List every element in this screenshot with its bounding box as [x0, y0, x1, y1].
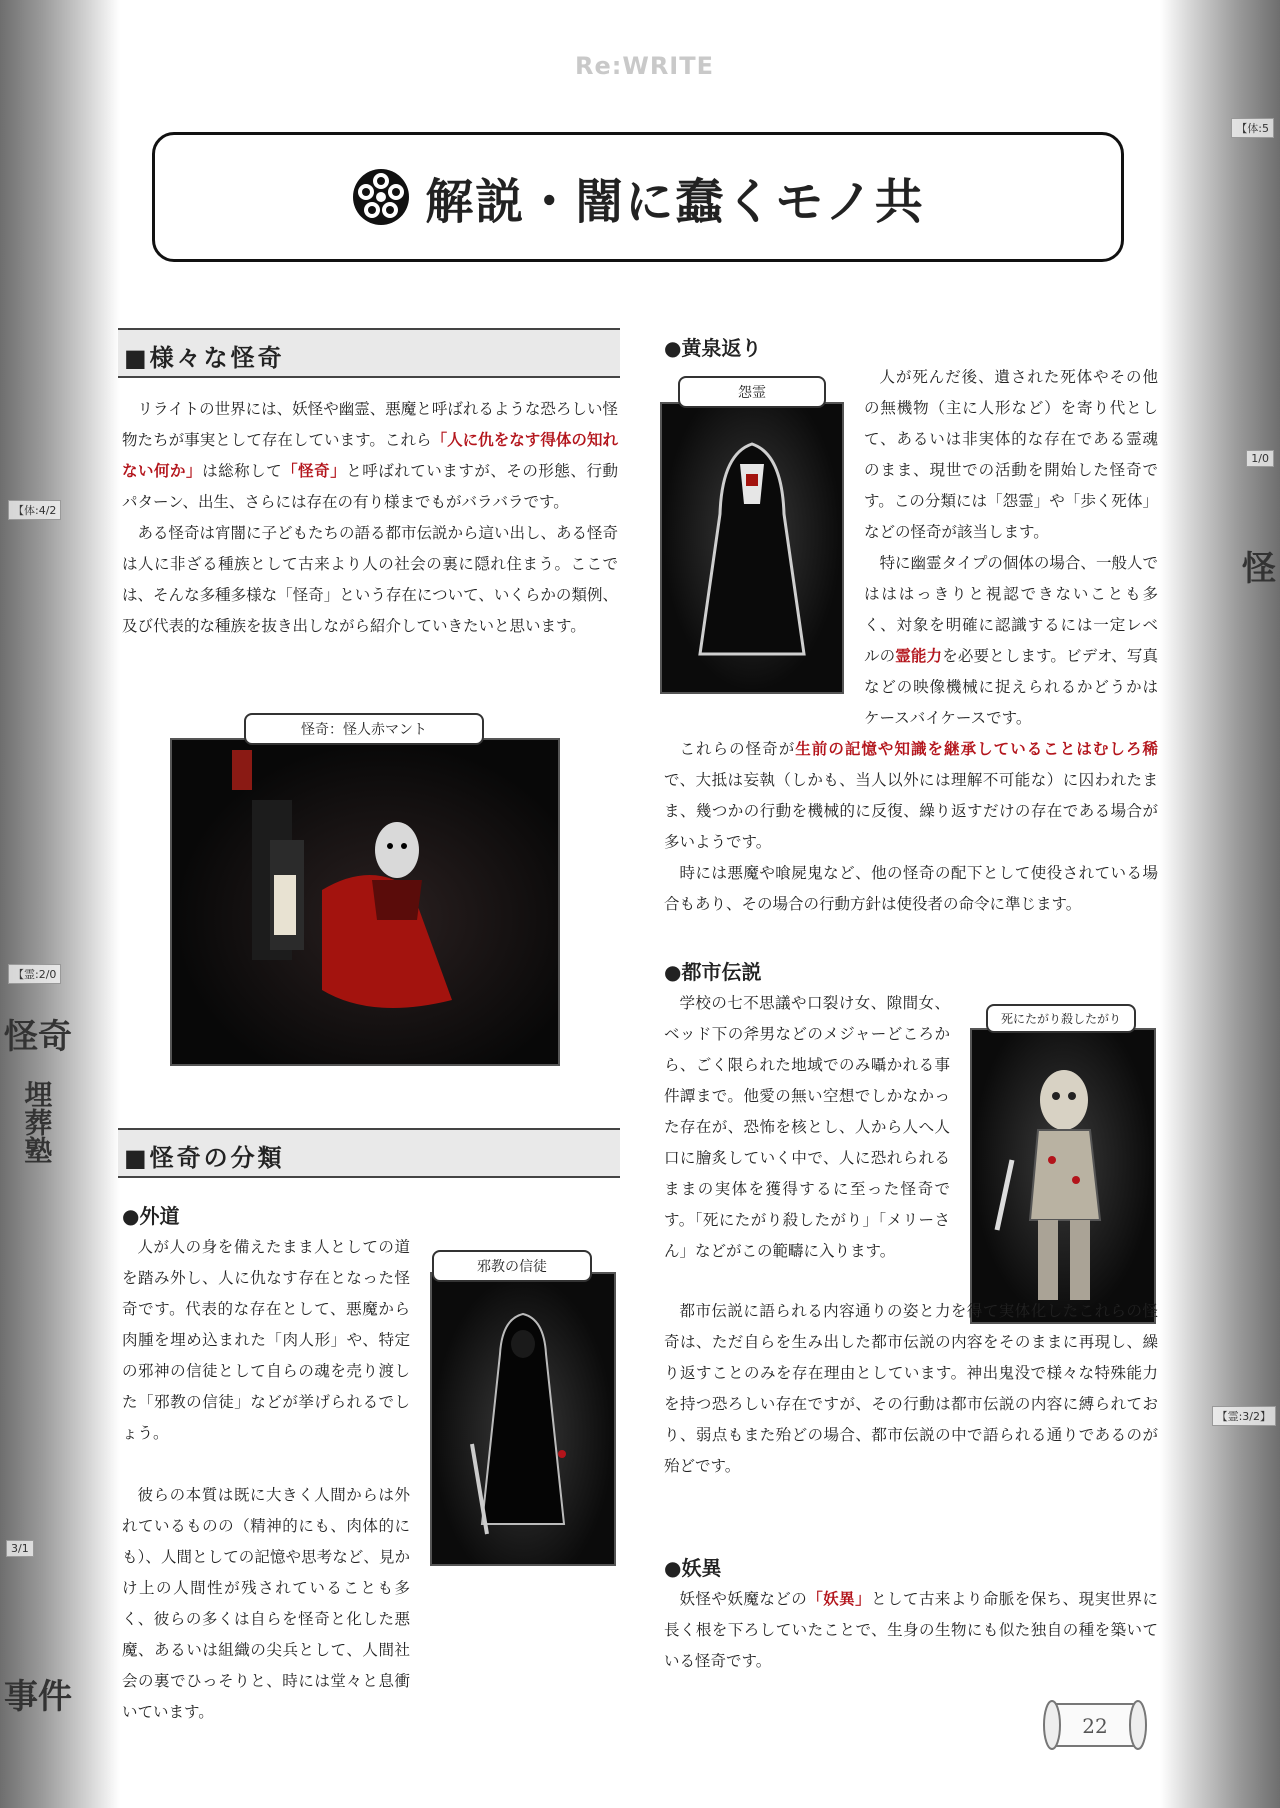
margin-fragment: 1/0 [1246, 450, 1274, 467]
flower-emblem-icon [351, 167, 411, 227]
hooded-cultist-figure-icon [432, 1274, 614, 1564]
akamanto-figure-icon [172, 740, 558, 1064]
page-title-box [152, 132, 1124, 262]
section-heading-variety: ■様々な怪奇 [118, 328, 620, 378]
margin-fragment: 【体:4/2 [8, 500, 61, 520]
gedo-body [122, 1232, 410, 1449]
variety-body [122, 394, 618, 642]
margin-fragment: 3/1 [6, 1540, 34, 1557]
yomi-paragraph-4: 時には悪魔や喰屍鬼など、他の怪奇の配下として使役されている場合もあり、その場合の行動方針は使役者の命令に準じます。 [664, 864, 1158, 913]
shinitagari-illustration [970, 1028, 1156, 1324]
margin-fragment: 怪 [1242, 549, 1276, 589]
yomi-title: ●黄泉返り [664, 336, 762, 360]
gedo-title: ●外道 [122, 1204, 180, 1228]
variety-paragraph-1 [122, 394, 618, 518]
page-title [351, 163, 925, 232]
akamanto-caption: 怪奇：怪人赤マント [244, 713, 484, 745]
margin-fragment: 事件 [4, 1677, 72, 1717]
jakyo-illustration [430, 1272, 616, 1566]
brand-logo: Re:WRITE [575, 52, 715, 80]
left-margin-art [0, 0, 120, 1808]
section-heading-classification: ■怪奇の分類 [118, 1128, 620, 1178]
text-run: 妖怪や妖魔などの [679, 1590, 808, 1608]
variety-paragraph-2: ある怪奇は宵闇に子どもたちの語る都市伝説から這い出し、ある怪奇は人に非ざる種族として古来より人の社会の裏に隠れ住まう。ここでは、そんな多種多様な「怪奇」という存在について、いくらかの類例、及び代表的な種族を抜き出しながら紹介していきたいと思います。 [122, 524, 619, 635]
text-run: を必要とします。ビデオ、写真などの映像機械に捉えられるかどうかはケースバイケースです。 [864, 647, 1158, 727]
margin-fragment: 埋葬塾 [20, 1080, 54, 1164]
stitched-doll-figure-icon [972, 1030, 1154, 1322]
yomi-paragraph-1: 人が死んだ後、遺された死体やその他の無機物（主に人形など）を寄り代として、あるいは非実体的な存在である霊魂のまま、現世での活動を開始した怪奇です。この分類には「怨霊」や「歩く死体」などの怪奇が該当します。 [864, 368, 1158, 541]
yomi-body-2 [664, 734, 1158, 920]
toshi-paragraph-1: 学校の七不思議や口裂け女、隙間女、ベッド下の斧男などのメジャーどころから、ごく限られた地域でのみ囁かれる事件譚まで。他愛の無い空想でしかなかった存在が、恐怖を核とし、人から人へ人口に膾炙していく中で、人に恐れられるままの実体を獲得するに至った怪奇です。「死にたがり殺したがり」「メリーさん」などがこの範疇に入ります。 [664, 994, 950, 1260]
onryo-caption: 怨霊 [678, 376, 826, 408]
margin-fragment: 【霊:2/0 [8, 964, 61, 984]
toshi-title: ●都市伝説 [664, 960, 762, 984]
jakyo-caption: 邪教の信徒 [432, 1250, 592, 1282]
text-run: リライトの世界には、妖怪や幽霊、悪魔と呼ばれるような恐ろしい怪物たちが事実として存在しています。これら [122, 400, 618, 449]
page-number-scroll [1040, 1694, 1150, 1760]
page-title-text: 解説・闇に蠢くモノ共 [425, 173, 925, 230]
yomi-body [864, 362, 1158, 734]
akamanto-illustration [170, 738, 560, 1066]
text-run: と呼ばれていますが、その形態、行動パターン、出生、さらには存在の有り様までもがバラバラです。 [122, 462, 618, 511]
right-margin-art [1160, 0, 1280, 1808]
margin-fragment: 【霊:3/2】 [1212, 1406, 1276, 1426]
margin-fragment: 怪奇 [4, 1017, 72, 1057]
highlight-text: 霊能力 [895, 647, 943, 665]
margin-fragment: 【体:5 [1231, 118, 1274, 138]
ghost-figure-icon [662, 404, 842, 692]
page-number: 22 [1082, 1714, 1108, 1738]
highlight-text: 「妖異」 [807, 1590, 872, 1608]
yomi-paragraph-2 [864, 548, 1158, 734]
text-run: で、大抵は妄執（しかも、当人以外には理解不可能な）に囚われたまま、幾つかの行動を機械的に反復、繰り返すだけの存在である場合が多いようです。 [664, 771, 1158, 851]
toshi-body [664, 988, 950, 1267]
text-run: として古来より命脈を保ち、現実世界に長く根を下ろしていたことで、生身の生物にも似た独自の種を築いている怪奇です。 [664, 1590, 1158, 1670]
toshi-body-2 [664, 1296, 1158, 1482]
yoi-paragraph-1 [664, 1584, 1158, 1677]
gedo-paragraph-2: 彼らの本質は既に大きく人間からは外れているものの（精神的にも、肉体的にも）、人間としての記憶や思考など、見かけ上の人間性が残されていることも多く、彼らの多くは自らを怪奇と化した悪魔、あるいは組織の尖兵として、人間社会の裏でひっそりと、時には堂々と息衝いています。 [122, 1486, 410, 1721]
yoi-body [664, 1584, 1158, 1677]
gedo-paragraph-1: 人が人の身を備えたまま人としての道を踏み外し、人に仇なす存在となった怪奇です。代表的な存在として、悪魔から肉腫を埋め込まれた「肉人形」や、特定の邪神の信徒として自らの魂を売り渡した「邪教の信徒」などが挙げられるでしょう。 [122, 1238, 410, 1442]
gedo-body-2 [122, 1480, 410, 1728]
yomi-paragraph-3 [664, 734, 1158, 858]
text-run: は総称して [202, 462, 283, 480]
highlight-text: 「人に仇をなす得体の知れない何か」 [122, 431, 618, 480]
yoi-title: ●妖異 [664, 1556, 722, 1580]
text-run: これらの怪奇が [679, 740, 796, 758]
toshi-paragraph-2: 都市伝説に語られる内容通りの姿と力を得て実体化したこれらの怪奇は、ただ自らを生み出した都市伝説の内容をそのままに再現し、繰り返すことのみを存在理由としています。神出鬼没で様々な特殊能力を持つ恐ろしい存在ですが、その行動は都市伝説の内容に縛られており、弱点もまた殆どの場合、都市伝説の中で語られる通りであるのが殆どです。 [664, 1302, 1158, 1475]
text-run: 特に幽霊タイプの個体の場合、一般人ではははっきりと視認できないことも多く、対象を明確に認識するには一定レベルの [864, 554, 1158, 665]
shinitagari-caption: 死にたがり殺したがり [986, 1004, 1136, 1033]
highlight-text: 「怪奇」 [282, 462, 347, 480]
highlight-text: 生前の記憶や知識を継承していることはむしろ稀 [795, 740, 1158, 758]
onryo-illustration [660, 402, 844, 694]
